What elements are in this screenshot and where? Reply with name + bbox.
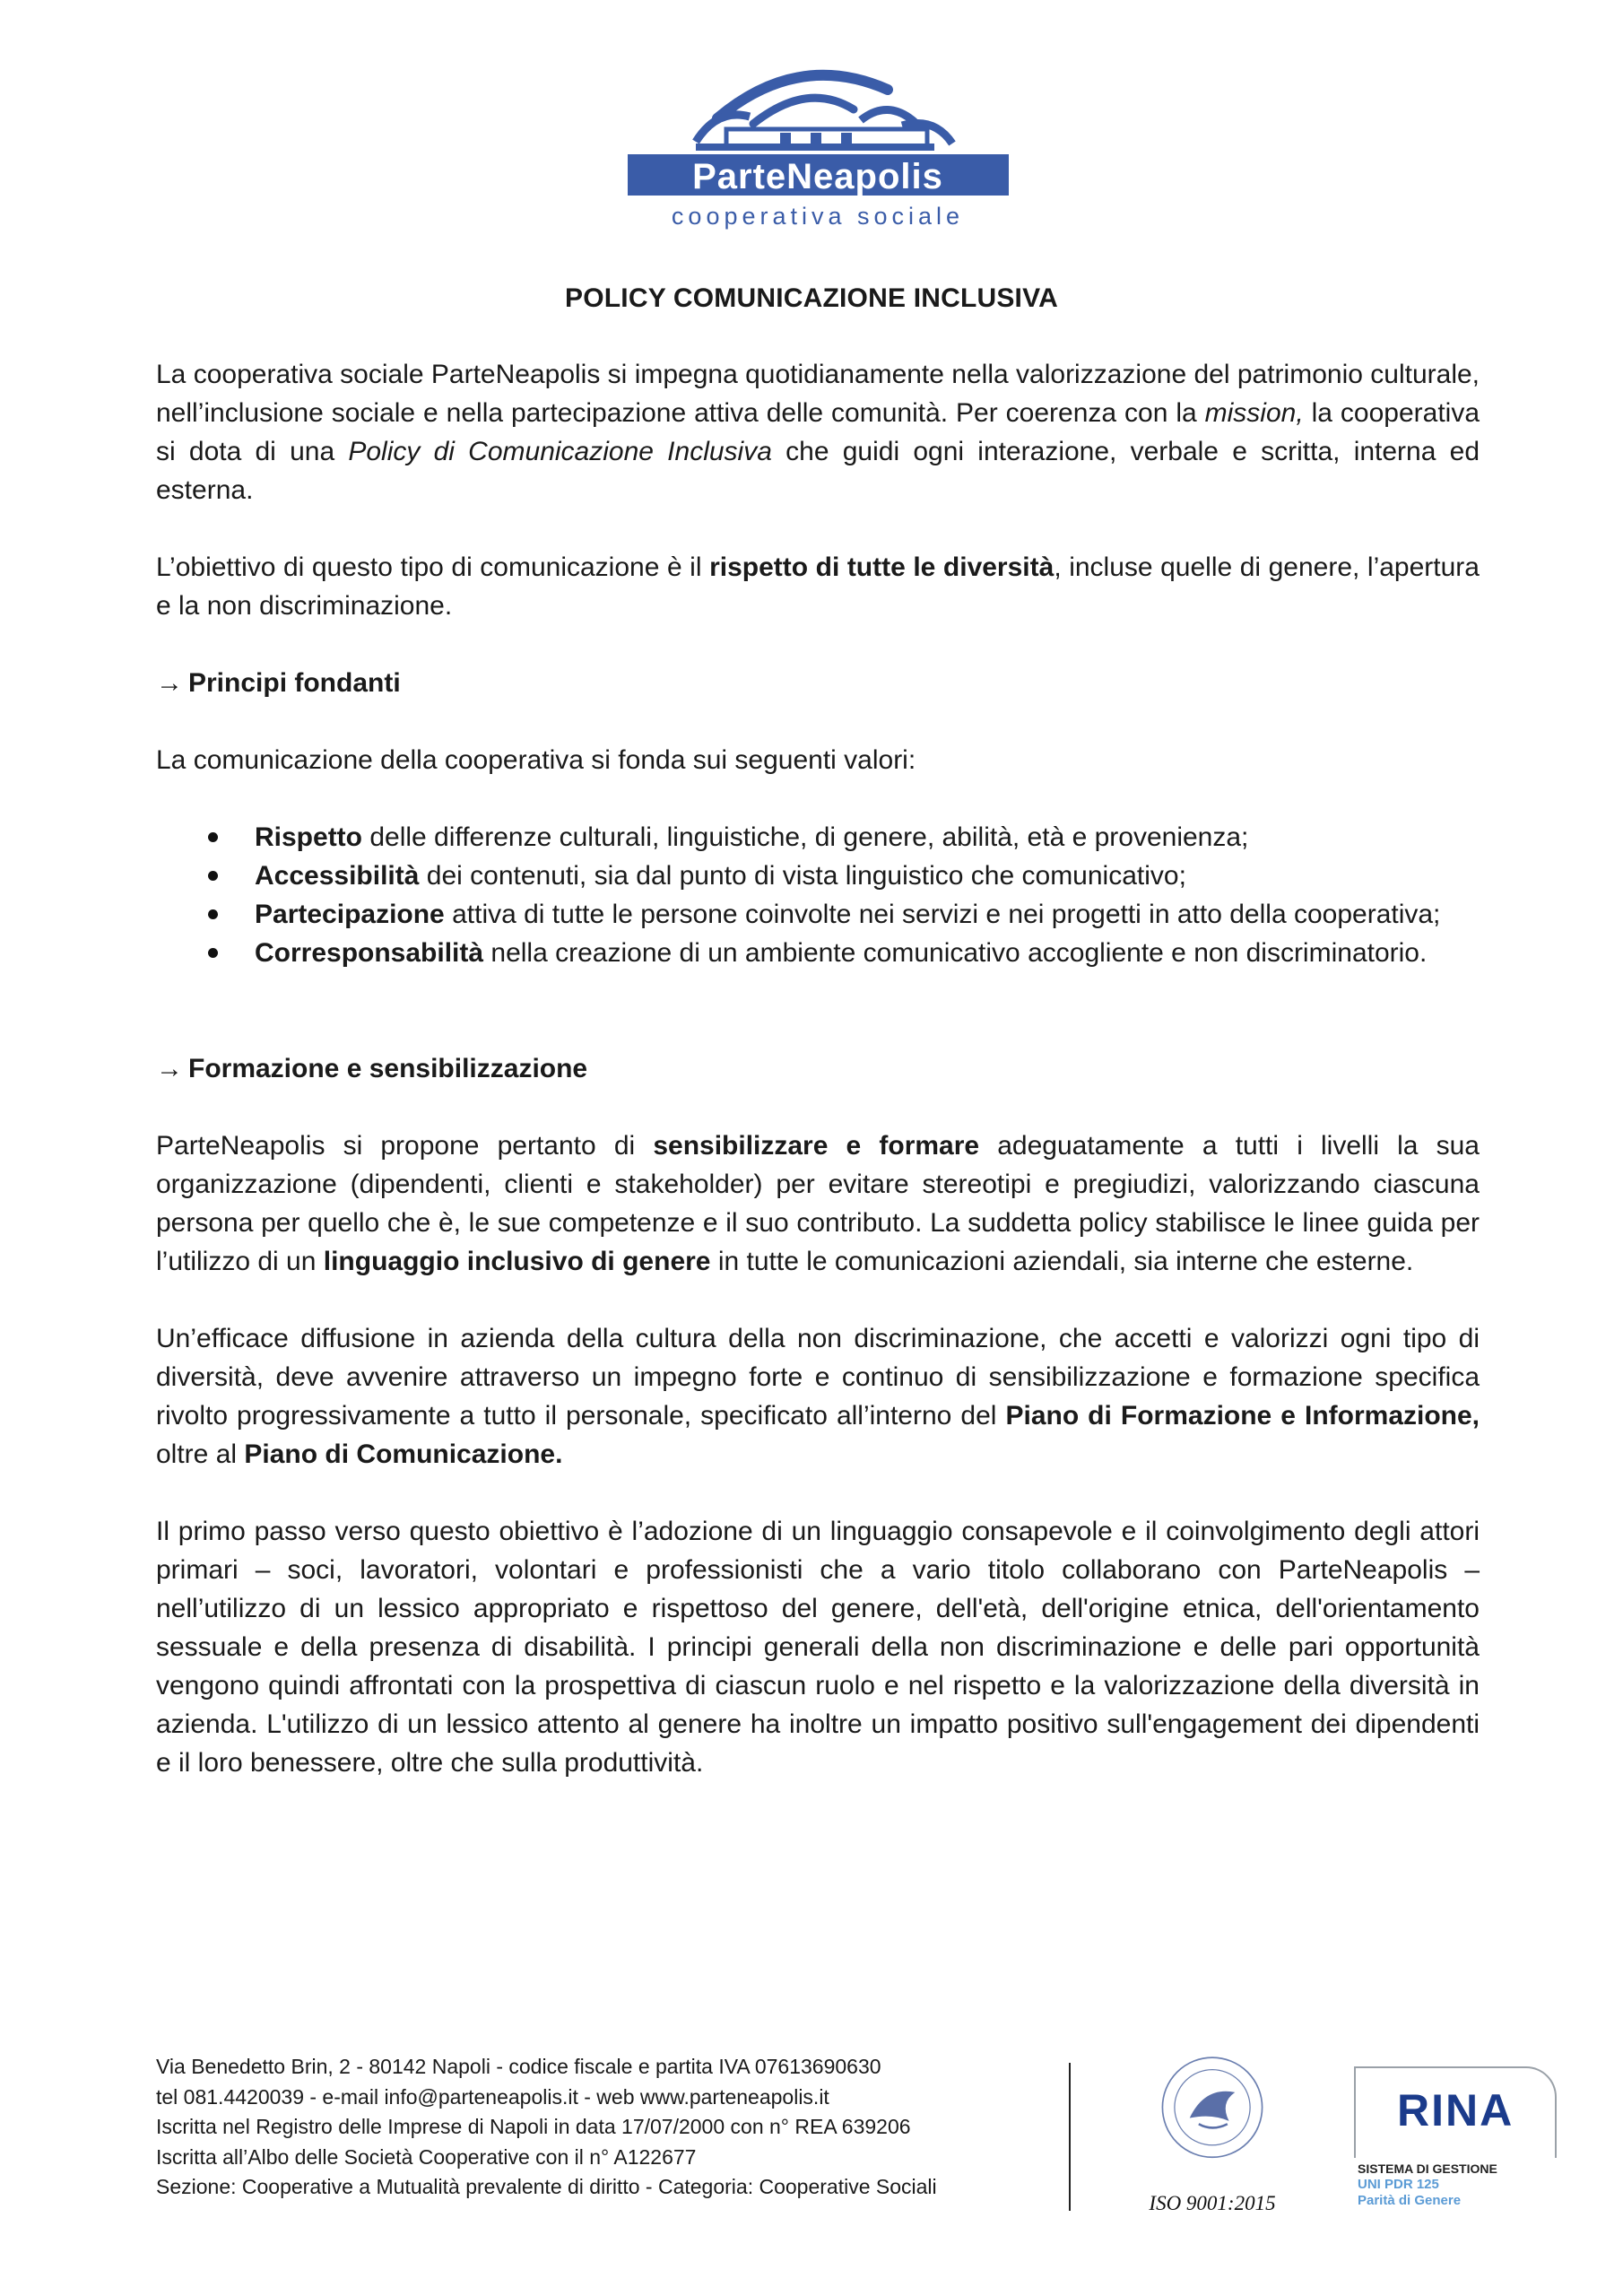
footer-registry: Iscritta nel Registro delle Imprese di Napoli in data 17/07/2000 con n° REA 639206	[156, 2115, 911, 2138]
arrow-right-icon: →	[156, 1054, 183, 1083]
rina-scope-label: Parità di Genere	[1358, 2193, 1462, 2208]
list-item: Corresponsabilità nella creazione di un ambiente comunicativo accogliente e non discriminatorio.	[156, 934, 1480, 972]
intro-paragraph-1: La cooperativa sociale ParteNeapolis si impegna quotidianamente nella valorizzazione del patrimonio culturale, nell’inclusione sociale e nella partecipazione attiva delle comunità. Per coerenza con la mission, la cooperativa si dota di una Policy di Comunicazione Inclusiva che guidi ogni interazione, verbale e scritta, interna ed esterna.	[156, 360, 1480, 505]
training-heading: → Formazione e sensibilizzazione	[156, 1054, 588, 1083]
rina-certification-badge	[1354, 2066, 1555, 2222]
footer-divider	[1069, 2063, 1071, 2211]
intro-paragraph-2: L’obiettivo di questo tipo di comunicazione è il rispetto di tutte le diversità, incluse quelle di genere, l’apertura e la non discriminazione.	[156, 552, 1480, 621]
logo-subtitle: cooperativa sociale	[671, 203, 965, 230]
list-item: Rispetto delle differenze culturali, linguistiche, di genere, abilità, età e provenienza;	[156, 818, 1480, 857]
arrow-right-icon: →	[156, 668, 183, 698]
rina-system-label: SISTEMA DI GESTIONE	[1358, 2161, 1497, 2176]
training-paragraph-1: ParteNeapolis si propone pertanto di sensibilizzare e formare adeguatamente a tutti i livelli la sua organizzazione (dipendenti, clienti e stakeholder) per evitare stereotipi e pregiudizi, valorizzando ciascuna persona per quello che è, le sue competenze e il suo contributo. La suddetta policy stabilisce le linee guida per l’utilizzo di un linguaggio inclusivo di genere in tutte le comunicazioni aziendali, sia interne che esterne.	[156, 1131, 1480, 1276]
training-paragraph-2: Un’efficace diffusione in azienda della cultura della non discriminazione, che accetti e valorizzi ogni tipo di diversità, deve avvenire attraverso un impegno forte e continuo di sensibilizzazione e formazione specifica rivolto progressivamente a tutto il personale, specificato all’interno del Piano di Formazione e Informazione, oltre al Piano di Comunicazione.	[156, 1324, 1480, 1469]
footer-address: Via Benedetto Brin, 2 - 80142 Napoli - codice fiscale e partita IVA 07613690630	[156, 2055, 881, 2078]
list-item: Partecipazione attiva di tutte le persone coinvolte nei servizi e nei progetti in atto della cooperativa;	[156, 895, 1480, 934]
logo-name: ParteNeapolis	[692, 157, 943, 196]
footer-albo: Iscritta all’Albo delle Società Cooperative con il n° A122677	[156, 2144, 697, 2169]
rina-standard-label: UNI PDR 125	[1358, 2177, 1439, 2192]
document-title: POLICY COMUNICAZIONE INCLUSIVA	[565, 283, 1058, 313]
iso-caption: ISO 9001:2015	[1149, 2192, 1276, 2214]
footer-section: Sezione: Cooperative a Mutualità prevalente di diritto - Categoria: Cooperative Sociali	[156, 2175, 937, 2198]
rina-logo-text: RINA	[1397, 2085, 1515, 2135]
training-paragraph-3: Il primo passo verso questo obiettivo è l’adozione di un linguaggio consapevole e il coinvolgimento degli attori primari – soci, lavoratori, volontari e professionisti che a vario titolo collaborano con ParteNeapolis – nell’utilizzo di un lessico appropriato e rispettoso del genere, dell'età, dell'origine etnica, dell'orientamento sessuale e della presenza di disabilità. I principi generali della non discriminazione e delle pari opportunità vengono quindi affrontati con la prospettiva di ciascun ruolo e nel rispetto e la valorizzazione della diversità in azienda. L'utilizzo di un lessico attento al genere ha inoltre un impatto positivo sull'engagement dei dipendenti e il loro benessere, oltre che sulla produttività.	[156, 1517, 1480, 1778]
parteneapolis-logo	[619, 54, 1013, 233]
principles-heading: → Principi fondanti	[156, 668, 401, 698]
principles-lead: La comunicazione della cooperativa si fonda sui seguenti valori:	[156, 745, 916, 775]
footer-contacts: tel 081.4420039 - e-mail info@parteneapolis.it - web www.parteneapolis.it	[156, 2084, 829, 2109]
document-body	[156, 355, 1480, 1782]
footer-company-info	[156, 2052, 1053, 2203]
values-list	[156, 818, 1480, 972]
list-item: Accessibilità dei contenuti, sia dal punto di vista linguistico che comunicativo;	[156, 857, 1480, 895]
